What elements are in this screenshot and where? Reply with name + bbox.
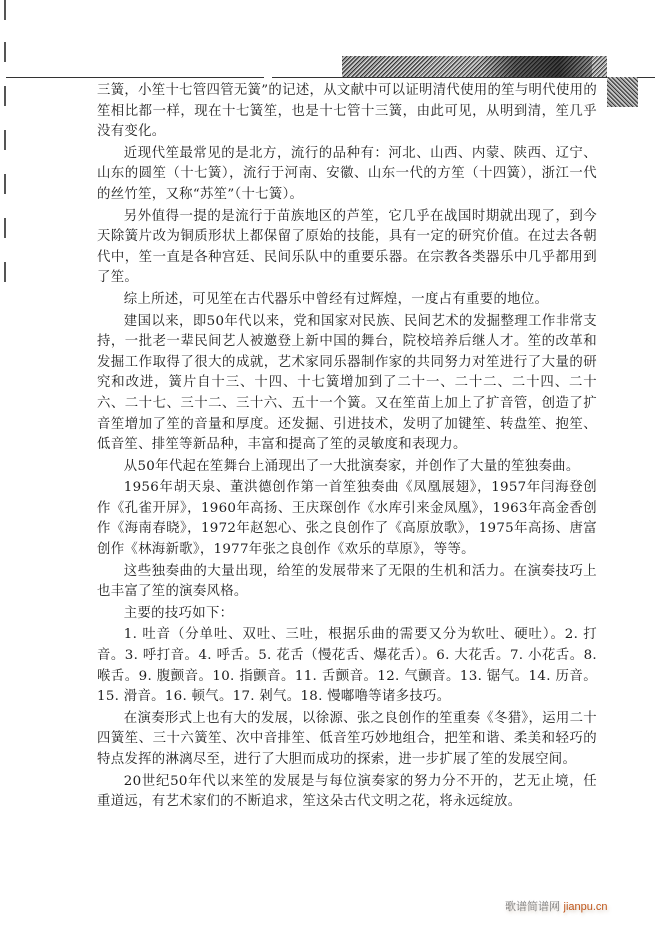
paragraph: 20世纪50年代以来笙的发展是与每位演奏家的努力分不开的，艺无止境，任重道远，有艺术家们的不断追求，笙这朵古代文明之花，将永远绽放。 — [97, 773, 597, 810]
document-body — [97, 81, 597, 814]
binding-mark — [4, 218, 6, 238]
paragraph: 这些独奏曲的大量出现，给笙的发展带来了无限的生机和活力。在演奏技巧上也丰富了笙的演奏风格。 — [97, 563, 597, 600]
paragraph: 三簧，小笙十七管四管无簧”的记述，从文献中可以证明清代使用的笙与明代使用的笙相比都一样，现在十七簧笙，也是十七管十三簧，由此可见，从明到清，笙几乎没有变化。 — [97, 83, 598, 140]
binding-marks — [4, 0, 8, 928]
header-rule — [6, 77, 264, 78]
header-rule — [272, 77, 655, 78]
paragraph: 近现代笙最常见的是北方，流行的品种有：河北、山西、内蒙、陕西、辽宁、山东的圆笙（十七簧），流行于河南、安徽、山东一代的方笙（十四簧），浙江一代的丝竹笙，又称“苏笙”（十七簧）。 — [97, 145, 597, 202]
binding-mark — [4, 130, 6, 150]
watermark — [505, 898, 608, 914]
paragraph: 1. 吐音（分单吐、双吐、三吐，根据乐曲的需要又分为软吐、硬吐）。2. 打音。3. 呼打音。4. 呼舌。5. 花舌（慢花舌、爆花舌）。6. 大花舌。7. 小花舌。8. 喉舌。9. 腹颤音。10. 指颤音。11. 舌颤音。12. 气颤音。13. 锯气。14. 历音。15. 滑音。16. 顿气。17. 剁气。18. 慢嘟噜等诸多技巧。 — [97, 627, 597, 705]
paragraph: 建国以来，即50年代以来，党和国家对民族、民间艺术的发掘整理工作非常支持，一批老一辈民间艺人被邀登上新中国的舞台，院校培养后继人才。笙的改革和发掘工作取得了很大的成就，艺术家同乐器制作家的共同努力对笙进行了大量的研究和改进，簧片自十三、十四、十七簧增加到了二十一、二十二、二十四、二十六、二十七、三十二、三十六、五十一个簧。又在笙苗上加上了扩音管，创造了扩音笙增加了笙的音量和厚度。还发掘、引进技术，发明了加键笙、转盘笙、抱笙、低音笙、排笙等新品种，丰富和提高了笙的灵敏度和表现力。 — [97, 313, 597, 453]
binding-mark — [4, 174, 6, 194]
paragraph: 1956年胡天泉、董洪德创作第一首笙独奏曲《凤凰展翅》，1957年闫海登创作《孔雀开屏》，1960年高扬、王庆琛创作《水库引来金凤凰》，1963年高金香创作《海南春晓》，1972年赵恕心、张之良创作了《高原放歌》，1975年高扬、唐富创作《林海新歌》，1977年张之良创作《欢乐的草原》，等等。 — [97, 480, 597, 558]
binding-mark — [4, 42, 6, 62]
watermark-url: jianpu.cn — [563, 901, 608, 913]
binding-mark — [4, 262, 6, 282]
header-decorative-band — [342, 56, 607, 77]
page-corner-block — [607, 77, 638, 107]
paragraph: 另外值得一提的是流行于苗族地区的芦笙，它几乎在战国时期就出现了，到今天除簧片改为铜质形状上都保留了原始的技能，具有一定的研究价值。在过去各朝代中，笙一直是各种宫廷、民间乐队中的重要乐器。在宗教各类器乐中几乎都用到了笙。 — [97, 208, 597, 286]
paragraph: 主要的技巧如下： — [123, 605, 234, 621]
watermark-site-name: 歌谱简谱网 — [505, 900, 560, 913]
binding-mark — [4, 86, 6, 106]
binding-mark — [4, 0, 6, 20]
paragraph: 综上所述，可见笙在古代器乐中曾经有过辉煌，一度占有重要的地位。 — [123, 291, 549, 307]
paragraph: 在演奏形式上也有大的发展，以徐源、张之良创作的笙重奏《冬猎》，运用二十四簧笙、三十六簧笙、次中音排笙、低音笙巧妙地组合，把笙和谐、柔美和轻巧的特点发挥的淋漓尽至，进行了大胆而成功的探索，进一步扩展了笙的发展空间。 — [97, 710, 597, 767]
paragraph: 从50年代起在笙舞台上涌现出了一大批演奏家，并创作了大量的笙独奏曲。 — [123, 458, 580, 474]
